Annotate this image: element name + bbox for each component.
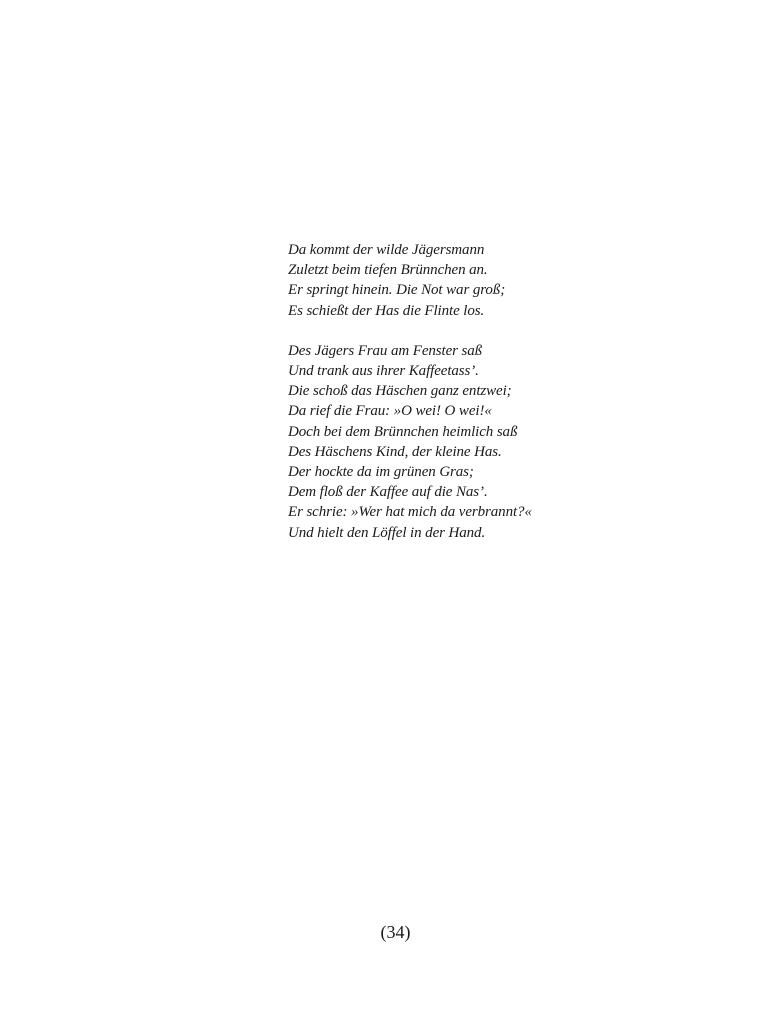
- page-number: (34): [380, 922, 411, 942]
- stanza-1: [288, 240, 588, 321]
- poem-line: Zuletzt beim tiefen Brünnchen an.: [288, 262, 488, 279]
- poem-line: Des Jägers Frau am Fenster saß: [288, 342, 483, 359]
- poem-line: Da kommt der wilde Jägersmann: [288, 242, 485, 258]
- poem-line: Der hockte da im grünen Gras;: [288, 464, 474, 481]
- poem-line: Dem floß der Kaffee auf die Nas’.: [288, 484, 488, 501]
- poem-line: Er springt hinein. Die Not war groß;: [288, 282, 506, 299]
- poem-line: Doch bei dem Brünnchen heimlich saß: [288, 423, 518, 440]
- poem-line: Die schoß das Häschen ganz entzwei;: [288, 383, 512, 400]
- poem: [288, 240, 588, 543]
- poem-line: Und trank aus ihrer Kaffeetass’.: [288, 363, 479, 380]
- poem-line: Es schießt der Has die Flinte los.: [288, 302, 485, 319]
- stanza-2: [288, 341, 588, 543]
- poem-line: Da rief die Frau: »O wei! O wei!«: [288, 403, 492, 420]
- poem-line: Er schrie: »Wer hat mich da verbrannt?«: [288, 504, 532, 521]
- poem-line: Des Häschens Kind, der kleine Has.: [288, 443, 502, 460]
- poem-line: Und hielt den Löffel in der Hand.: [288, 524, 486, 541]
